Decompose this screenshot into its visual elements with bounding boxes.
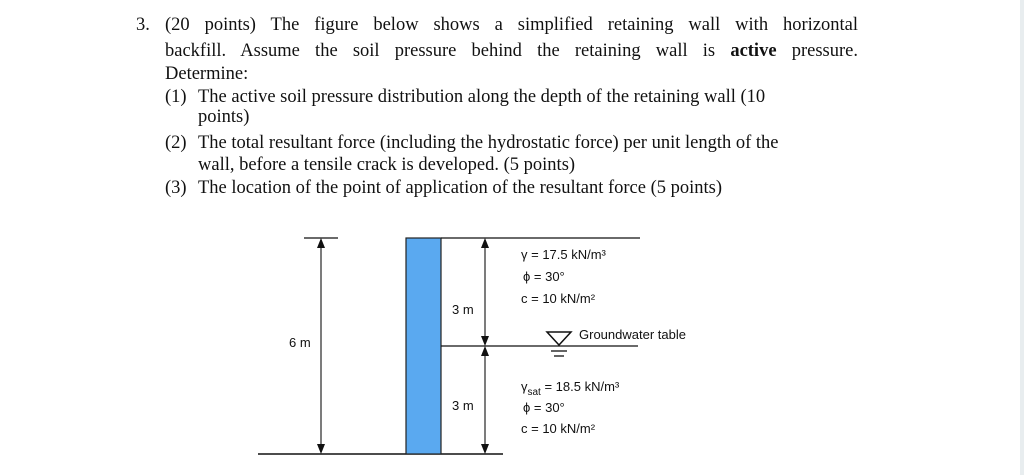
lower-cohesion: c = 10 kN/m² (521, 421, 596, 436)
upper-unit-weight: γ = 17.5 kN/m³ (521, 247, 606, 262)
upper-friction-angle: ϕ = 30° (523, 269, 565, 284)
intro-text-end: pressure. (791, 41, 858, 61)
part-text: The total resultant force (including the hydrostatic force) per unit length of the (198, 133, 779, 153)
total-height-label: 6 m (289, 335, 311, 350)
lower-height-dimension (481, 346, 489, 454)
part-text: The location of the point of application of the resultant force (5 points) (198, 178, 723, 198)
active-emphasis: active (730, 41, 777, 61)
intro-text: backfill. Assume the soil pressure behind the retaining wall is (165, 41, 716, 61)
upper-height-dimension (481, 238, 489, 346)
question-number: 3. (136, 15, 150, 35)
part-number: (2) (165, 133, 187, 153)
upper-height-label: 3 m (452, 302, 474, 317)
lower-friction-angle: ϕ = 30° (523, 400, 565, 415)
intro-line-1: (20 points) The figure below shows a simplified retaining wall with horizontal (165, 15, 858, 35)
upper-cohesion: c = 10 kN/m² (521, 291, 596, 306)
lower-unit-weight: $\gamma_{sat} = 18.5$ kN/m³ (521, 379, 620, 398)
part-2-continued: wall, before a tensile crack is developed. (5 points) (198, 155, 576, 175)
water-table-label: Groundwater table (579, 327, 686, 342)
determine-label: Determine: (165, 64, 249, 84)
water-table-symbol (547, 332, 571, 356)
lower-height-label: 3 m (452, 398, 474, 413)
part-text: The active soil pressure distribution along the depth of the retaining wall (10 (198, 87, 766, 107)
retaining-wall (406, 238, 441, 454)
scan-edge (1020, 0, 1024, 475)
part-1-continued: points) (198, 107, 250, 127)
part-number: (3) (165, 178, 187, 198)
part-number: (1) (165, 87, 187, 107)
